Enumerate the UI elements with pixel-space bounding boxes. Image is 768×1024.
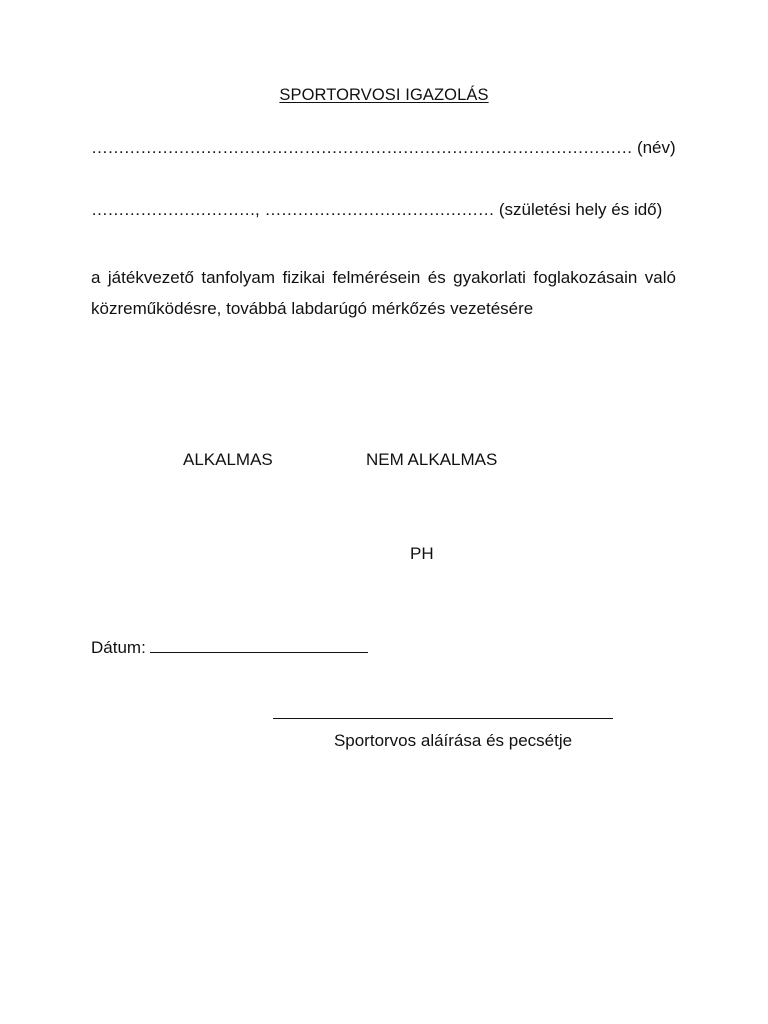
- name-label: (név): [636, 138, 676, 157]
- date-label: Dátum:: [91, 638, 146, 657]
- option-fit[interactable]: ALKALMAS: [183, 450, 273, 469]
- date-row: [91, 638, 368, 658]
- purpose-line-1: a játékvezető tanfolyam fizikai felmérésein és gyakorlati foglakozásain való: [91, 268, 676, 287]
- purpose-line-2: közreműködésre, továbbá labdarúgó mérkőzés vezetésére: [91, 299, 534, 318]
- name-line: [91, 138, 676, 158]
- stamp-place-label: PH: [410, 544, 434, 563]
- signature-line[interactable]: [273, 718, 613, 719]
- birth-label: (születési hely és idő): [498, 200, 663, 219]
- birth-line: [91, 200, 676, 220]
- option-unfit[interactable]: NEM ALKALMAS: [366, 450, 498, 469]
- date-blank-field[interactable]: [150, 638, 368, 653]
- birth-separator: ,: [255, 200, 260, 219]
- purpose-paragraph: [91, 262, 676, 324]
- document-title: SPORTORVOSI IGAZOLÁS: [279, 86, 489, 104]
- signature-caption: Sportorvos aláírása és pecsétje: [333, 731, 573, 750]
- birthdate-fill-dots[interactable]: ……………………………………: [264, 200, 495, 219]
- name-fill-dots[interactable]: ………………………………………………………………………………………: [91, 138, 633, 157]
- birthplace-fill-dots[interactable]: …………………………: [91, 200, 256, 219]
